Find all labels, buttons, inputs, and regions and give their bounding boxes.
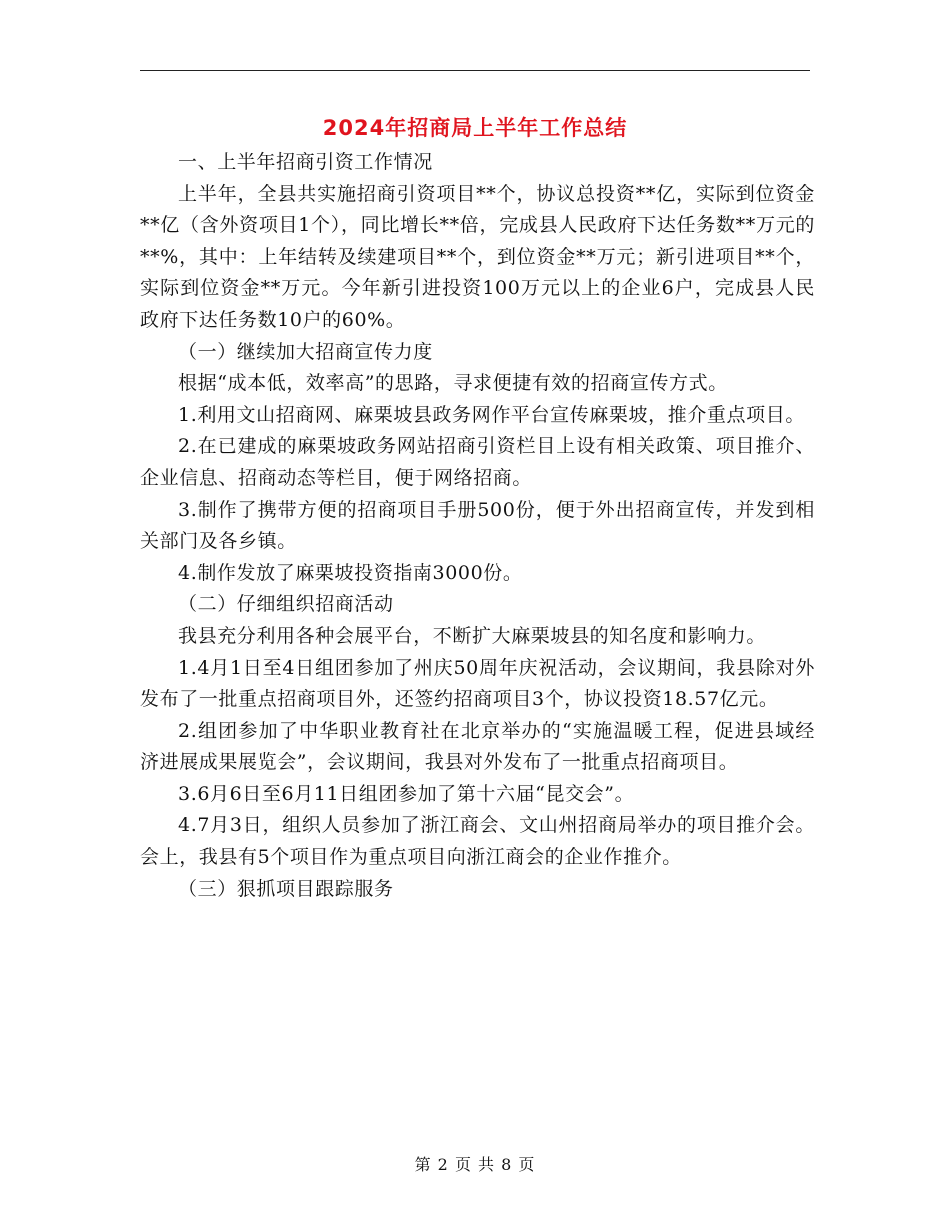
paragraph: 根据“成本低，效率高”的思路，寻求便捷有效的招商宣传方式。 <box>178 372 728 395</box>
list-item: 2.组团参加了中华职业教育社在北京举办的“实施温暖工程，促进县域经济进展成果展览会”，会议期间，我县对外发布了一批重点招商项目。 <box>140 719 815 774</box>
subsection-heading: （二）仔细组织招商活动 <box>178 593 394 616</box>
list-item: 3.制作了携带方便的招商项目手册500份，便于外出招商宣传，并发到相关部门及各乡镇。 <box>140 498 815 553</box>
list-item: 4.制作发放了麻栗坡投资指南3000份。 <box>178 561 523 584</box>
header-rule <box>140 70 810 71</box>
subsection-heading: （三）狠抓项目跟踪服务 <box>178 877 394 900</box>
subsection-heading: （一）继续加大招商宣传力度 <box>178 340 433 363</box>
list-item: 2.在已建成的麻栗坡政务网站招商引资栏目上设有相关政策、项目推介、企业信息、招商动态等栏目，便于网络招商。 <box>140 435 815 489</box>
paragraph: 上半年，全县共实施招商引资项目**个，协议总投资**亿，实际到位资金**亿（含外资项目1个），同比增长**倍，完成县人民政府下达任务数**万元的**%，其中：上年结转及续建项目**个，到位资金**万元；新引进项目**个，实际到位资金**万元。今年新引进投资100万元以上的企业6户，完成县人民政府下达任务数10户的60%。 <box>140 182 815 331</box>
document-title: 2024年招商局上半年工作总结 <box>322 116 628 140</box>
document-body <box>140 147 815 905</box>
page-footer: 第 2 页 共 8 页 <box>414 1155 536 1174</box>
list-item: 1.利用文山招商网、麻栗坡县政务网作平台宣传麻栗坡，推介重点项目。 <box>178 403 805 426</box>
list-item: 4.7月3日，组织人员参加了浙江商会、文山州招商局举办的项目推介会。会上，我县有5个项目作为重点项目向浙江商会的企业作推介。 <box>140 814 815 869</box>
list-item: 1.4月1日至4日组团参加了州庆50周年庆祝活动，会议期间，我县除对外发布了一批重点招商项目外，还签约招商项目3个，协议投资18.57亿元。 <box>140 656 815 711</box>
list-item: 3.6月6日至6月11日组团参加了第十六届“昆交会”。 <box>178 782 635 805</box>
paragraph: 我县充分利用各种会展平台，不断扩大麻栗坡县的知名度和影响力。 <box>178 624 767 647</box>
section-heading: 一、上半年招商引资工作情况 <box>178 151 433 173</box>
